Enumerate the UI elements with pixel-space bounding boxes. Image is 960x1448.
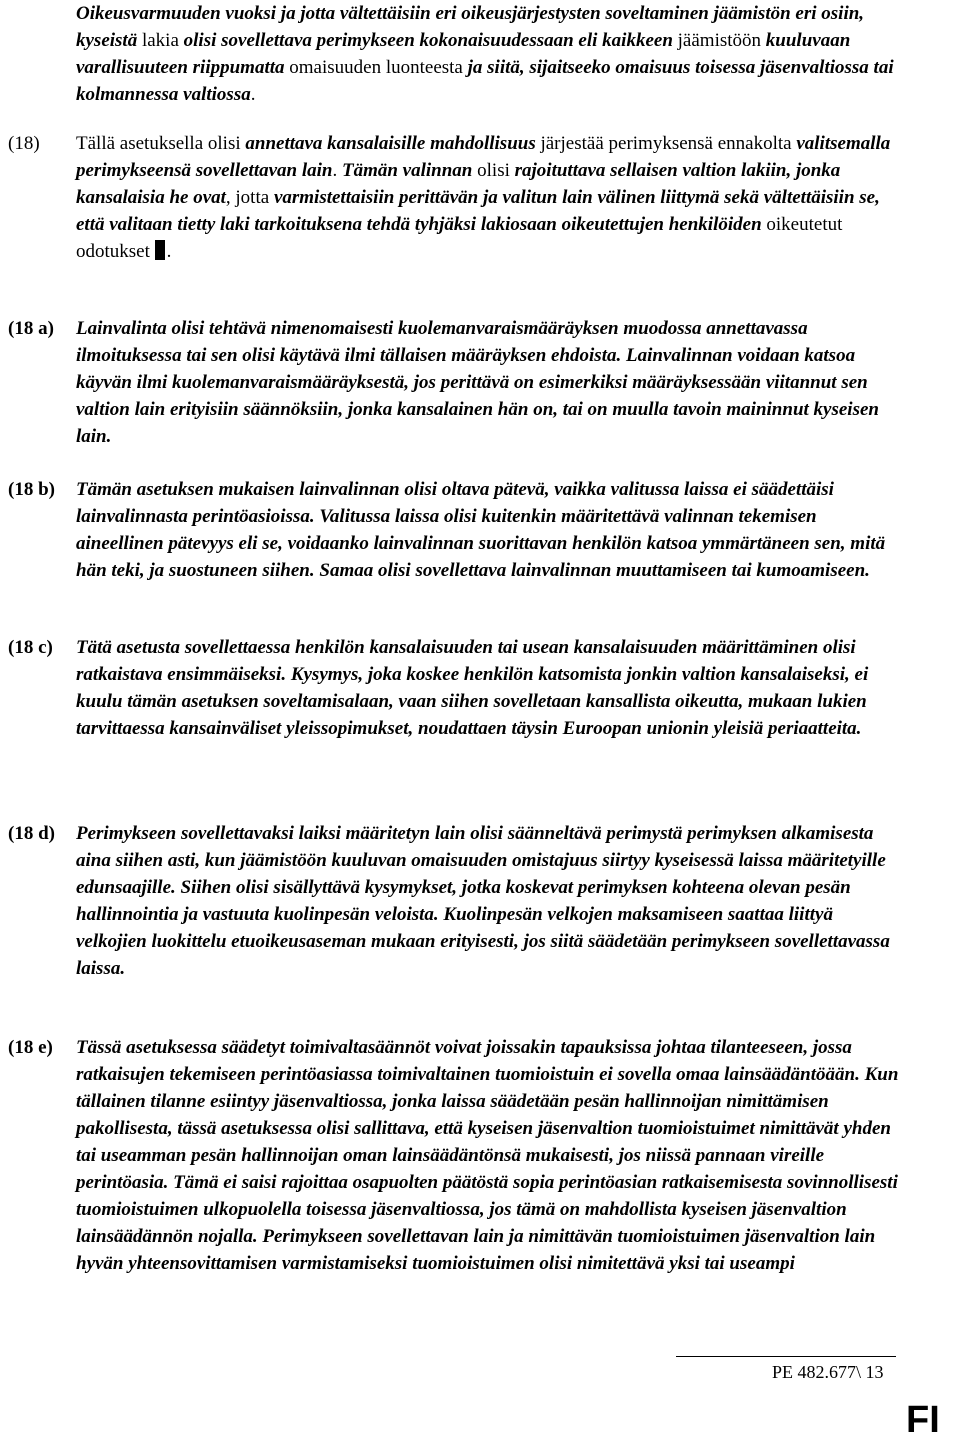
- recital-span: järjestää perimyksensä ennakolta: [535, 133, 797, 154]
- intro-paragraph: [0, 0, 960, 108]
- recital-text: [76, 130, 900, 265]
- change-marker: [155, 240, 165, 260]
- recital-span: .: [332, 160, 342, 181]
- recital-span: Tällä asetuksella olisi: [76, 133, 246, 154]
- recital-span: rajoituttava sellaisen valtion lakiin, jonka kansalaisia he ovat: [76, 160, 841, 208]
- recital-number: (18 a): [8, 318, 54, 339]
- recital-text: Tätä asetusta sovellettaessa henkilön kansalaisuuden tai usean kansalaisuuden määrittäminen olisi ratkaistava ensimmäiseksi. Kysymys, joka koskee henkilön katsomista jonkin valtion kansalaiseksi, ei kuulu tämän asetuksen soveltamisalaan, vaan siihen sovelletaan kansallista oikeutta, mukaan lukien tarvittaessa kansainväliset yleissopimukset, noudattaen täysin Euroopan unionin yleisiä periaatteita.: [76, 637, 869, 739]
- recital-18c: [0, 634, 960, 796]
- recital-18a: [0, 315, 960, 450]
- recital-span: varmistettaisiin perittävän ja valitun lain välinen liittymä sekä vältettäisiin se, että valitaan tietty laki tarkoituksena tehdä tyhjäksi lakiosaan oikeutettujen henkilöiden: [76, 187, 880, 235]
- recital-text: Perimykseen sovellettavaksi laiksi määritetyn lain olisi säänneltävä perimystä perimyksen alkamisesta aina siihen asti, kun jäämistöön kuuluvan omaisuuden omistajuus siirtyy kyseisessä laissa määritetyille edunsaajille. Siihen olisi sisällyttävä kysymykset, jotka koskevat perimyksen kohteena olevan pesän hallinnointia ja vastuuta kuolinpesän veloista. Kuolinpesän velkojen maksamiseen saattaa liittyä velkojien luokittelu etuoikeusaseman mukaan erityisesti, jos siitä säädetään perimykseen sovellettavassa laissa.: [76, 823, 890, 979]
- recital-text: Tässä asetuksessa säädetyt toimivaltasäännöt voivat joissakin tapauksissa johtaa tilanteeseen, jossa ratkaisujen tekemiseen perintöasiassa toimivaltainen tuomioistuin ei sovella omaa lainsäädäntöään. Kun tällainen tilanne esiintyy jäsenvaltiossa, jonka laissa säädetään pesän hallinnoijan nimittämisen pakollisesta, tässä asetuksessa olisi sallittava, että kyseisen jäsenvaltion tuomioistuimet nimittävät yhden tai useamman pesän hallinnoijan oman lainsäädäntönsä mukaisesti, jos niissä pannaan vireille perintöasia. Tämä ei saisi rajoittaa osapuolten päätöstä sopia perintöasian ratkaisemisesta sovinnollisesti tuomioistuimen ulkopuolella toisessa jäsenvaltiossa, jos tämä on mahdollista kyseisen jäsenvaltion lainsäädännön nojalla. Perimykseen sovellettavan lain ja nimittävän tuomioistuimen jäsenvaltion lain hyvän yhteensovittamisen varmistamiseksi tuomioistuimen olisi nimitettävä yksi tai useampi: [76, 1037, 899, 1274]
- intro-text: [76, 0, 900, 108]
- recital-number: (18 e): [8, 1037, 53, 1058]
- intro-span: kuuluvaan varallisuuteen riippumatta: [76, 30, 851, 78]
- intro-span: ja siitä, sijaitseeko omaisuus toisessa jäsenvaltiossa tai kolmannessa valtiossa: [76, 57, 894, 105]
- recital-text: Tämän asetuksen mukaisen lainvalinnan olisi oltava pätevä, vaikka valitussa laissa ei säädettäisi lainvalinnasta perintöasioissa. Valitussa laissa olisi kuitenkin määritettävä valinnan tekemisen aineellinen pätevyys eli se, voidaanko lainvalinnan suorittavan henkilön katsoa ymmärtäneen sen, mitä hän teki, ja suostuneen siihen. Samaa olisi sovellettava lainvalinnan muuttamiseen tai kumoamiseen.: [76, 479, 886, 581]
- recital-span: olisi: [472, 160, 515, 181]
- intro-span: .: [250, 84, 256, 105]
- recital-18: [0, 130, 960, 292]
- footer-divider: [676, 1356, 896, 1357]
- recital-number: (18 c): [8, 637, 53, 658]
- recital-span: Tämän valinnan: [341, 160, 473, 181]
- language-code: FI: [906, 1399, 940, 1441]
- intro-span: lakia: [137, 30, 184, 51]
- recital-span: , jotta: [225, 187, 274, 208]
- intro-span: jäämistöön: [672, 30, 766, 51]
- intro-span: omaisuuden luonteesta: [284, 57, 468, 78]
- recital-span: oikeutetut odotukset: [76, 214, 843, 262]
- recital-number: (18): [8, 133, 40, 154]
- recital-span: .: [166, 241, 172, 262]
- recital-18e: [0, 1034, 960, 1334]
- intro-span: Oikeusvarmuuden vuoksi ja jotta vältettäisiin eri oikeusjärjestysten soveltaminen jäämistön eri osiin, kyseistä: [76, 3, 865, 51]
- recital-number: (18 b): [8, 479, 55, 500]
- recital-text: Lainvalinta olisi tehtävä nimenomaisesti kuolemanvaraismääräyksen muodossa annettavassa ilmoituksessa tai sen olisi käytävä ilmi tällaisen määräyksen ehdoista. Lainvalinnan voidaan katsoa käyvän ilmi kuolemanvaraismääräyksestä, jos perittävä on esimerkiksi määräyksessään viitannut sen valtion lain erityisiin säännöksiin, jonka kansalainen hän on, tai on muulla tavoin maininnut kyseisen lain.: [76, 318, 879, 447]
- recital-18d: [0, 820, 960, 1009]
- recital-span: valitsemalla perimykseensä sovellettavan lain: [76, 133, 891, 181]
- recital-number: (18 d): [8, 823, 55, 844]
- recital-span: annettava kansalaisille mahdollisuus: [245, 133, 536, 154]
- recital-18b: [0, 476, 960, 611]
- page-reference: PE 482.677\ 13: [772, 1362, 884, 1382]
- intro-span: olisi sovellettava perimykseen kokonaisuudessaan eli kaikkeen: [183, 30, 673, 51]
